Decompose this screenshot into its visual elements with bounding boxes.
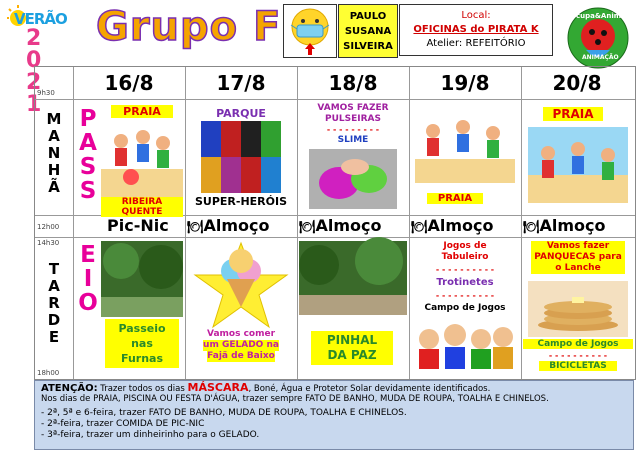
- activity-praia-20: [523, 103, 633, 211]
- activity-title: VAMOS FAZER PULSEIRAS: [317, 103, 389, 124]
- plate-cutlery-icon: 🍽: [523, 220, 540, 235]
- activity-praia-19: [411, 103, 519, 211]
- mask-reminder-box: [283, 4, 337, 58]
- lunch-cell: [299, 215, 382, 237]
- face-mask-icon: [284, 5, 336, 57]
- activity-title: PARQUE: [216, 107, 266, 120]
- activity-divider: - - - - - - - - - -: [435, 291, 495, 300]
- notice-line-1: ATENÇÃO: Trazer todos os dias MÁSCARA, Boné, Água e Protetor Solar devidamente identificados.: [41, 381, 491, 394]
- notice-item: - 3ª-feira, trazer um dinheirinho para o GELADO.: [41, 430, 260, 440]
- lunch-label: Almoço: [315, 216, 382, 235]
- staff-name: SUSANA: [344, 25, 392, 37]
- pinhal-photo: [299, 241, 407, 315]
- lunch-cell: [411, 215, 494, 237]
- plate-cutlery-icon: 🍽: [299, 220, 316, 235]
- day-header: 20/8: [552, 71, 602, 95]
- time-label: 14h30: [37, 239, 60, 247]
- activity-subtitle: RIBEIRA QUENTE: [101, 197, 183, 217]
- passeio-vertical-label-2: E I O: [78, 242, 98, 316]
- staff-box: [338, 4, 398, 58]
- notice-attention: ATENÇÃO:: [41, 383, 98, 394]
- lunch-label: Almoço: [427, 216, 494, 235]
- notice-item: - 2ª-feira, trazer COMIDA DE PIC-NIC: [41, 419, 205, 429]
- lunch-cell: [523, 215, 606, 237]
- activity-divider: - - - - - - - - - -: [435, 265, 495, 274]
- staff-name: SILVEIRA: [343, 40, 393, 52]
- lunch-picnic: Pic-Nic: [107, 216, 169, 235]
- day-header: 18/8: [328, 71, 378, 95]
- local-atelier: Atelier: REFEITÓRIO: [426, 38, 526, 49]
- activity-subtitle: SUPER-HERÓIS: [194, 195, 288, 208]
- afternoon-label: T A R D E: [47, 260, 61, 346]
- passeio-vertical-label: P A S S: [79, 106, 97, 204]
- activity-divider: - - - - - - - - -: [326, 125, 380, 134]
- activity-title: Vamos fazer PANQUECAS para o Lanche: [531, 241, 625, 274]
- day-header: 19/8: [440, 71, 490, 95]
- anim-logo-bottom: ANIMAÇÃO: [582, 54, 619, 61]
- activity-title: PRAIA: [111, 105, 173, 118]
- activity-gelado: [187, 241, 295, 375]
- activity-divider: - - - - - - - - - -: [548, 351, 608, 360]
- beach-kids-illustration: [528, 127, 628, 203]
- activity-panquecas: [523, 241, 633, 375]
- lunch-label: Almoço: [539, 216, 606, 235]
- plate-cutlery-icon: 🍽: [187, 220, 204, 235]
- morning-label: M A N H Ã: [46, 110, 62, 196]
- activity-caption: PINHAL DA PAZ: [311, 331, 393, 365]
- lunch-cell: [187, 215, 270, 237]
- superheroes-illustration: [201, 121, 281, 193]
- schedule-grid: [34, 66, 636, 380]
- anim-logo-top: Ocupa&Anima: [570, 12, 626, 20]
- lunch-label: Almoço: [203, 216, 270, 235]
- logo-verao-word: VERÃO: [14, 10, 67, 28]
- activity-passeio-furnas: [101, 241, 183, 373]
- activity-pinhal-paz: [299, 241, 407, 375]
- activity-title: Jogos de Tabuleiro: [441, 241, 489, 262]
- kids-games-illustration: [415, 319, 515, 371]
- beach-kids-illustration: [101, 119, 183, 199]
- time-label: 18h00: [37, 369, 60, 377]
- activity-praia-ribeira: [101, 103, 183, 217]
- activity-subtitle: Campo de Jogos: [424, 303, 506, 313]
- activity-jogos: [411, 241, 519, 375]
- notice-box: [34, 380, 634, 450]
- notice-mask: MÁSCARA: [187, 381, 249, 394]
- activity-subtitle: Campo de Jogos: [523, 339, 633, 349]
- ice-cream-star-illustration: [187, 241, 295, 329]
- slime-photo: [309, 149, 397, 209]
- activity-subtitle: SLIME: [337, 135, 369, 145]
- beach-kids-illustration: [415, 113, 515, 183]
- activity-subtitle: BICICLETAS: [539, 361, 617, 371]
- staff-name: PAULO: [349, 10, 387, 22]
- activity-title: PRAIA: [543, 107, 603, 121]
- notice-item: - 2ª, 5ª e 6-feira, trazer FATO DE BANHO, MUDA DE ROUPA, TOALHA E CHINELOS.: [41, 408, 407, 418]
- activity-pulseiras-slime: [299, 103, 407, 211]
- page-title: Grupo F: [96, 4, 282, 50]
- notice-line-2: Nos dias de PRAIA, PISCINA OU FESTA D'ÁGUA, trazer sempre FATO DE BANHO, MUDA DE ROUPA, TOALHA E CHINELOS.: [41, 394, 549, 404]
- pancakes-photo: [528, 281, 628, 337]
- activity-subtitle: Trotinetes: [436, 277, 494, 288]
- activity-caption: Passeio nas Furnas: [105, 319, 179, 368]
- time-label: 12h00: [37, 223, 60, 231]
- day-header: 17/8: [216, 71, 266, 95]
- day-header: 16/8: [104, 71, 154, 95]
- location-box: [399, 4, 553, 56]
- plate-cutlery-icon: 🍽: [411, 220, 428, 235]
- furnas-photo: [101, 241, 183, 317]
- activity-caption: Vamos comer um GELADO na Fajã de Baixo: [203, 329, 279, 361]
- activity-title: PRAIA: [427, 193, 483, 204]
- activity-parque-super-herois: [187, 103, 295, 211]
- animacao-logo: [562, 6, 634, 70]
- logo-year: 2021: [26, 26, 42, 117]
- local-place: OFICINAS do PIRATA K: [413, 24, 539, 35]
- time-label: 9h30: [37, 89, 55, 97]
- local-label: Local:: [461, 10, 491, 21]
